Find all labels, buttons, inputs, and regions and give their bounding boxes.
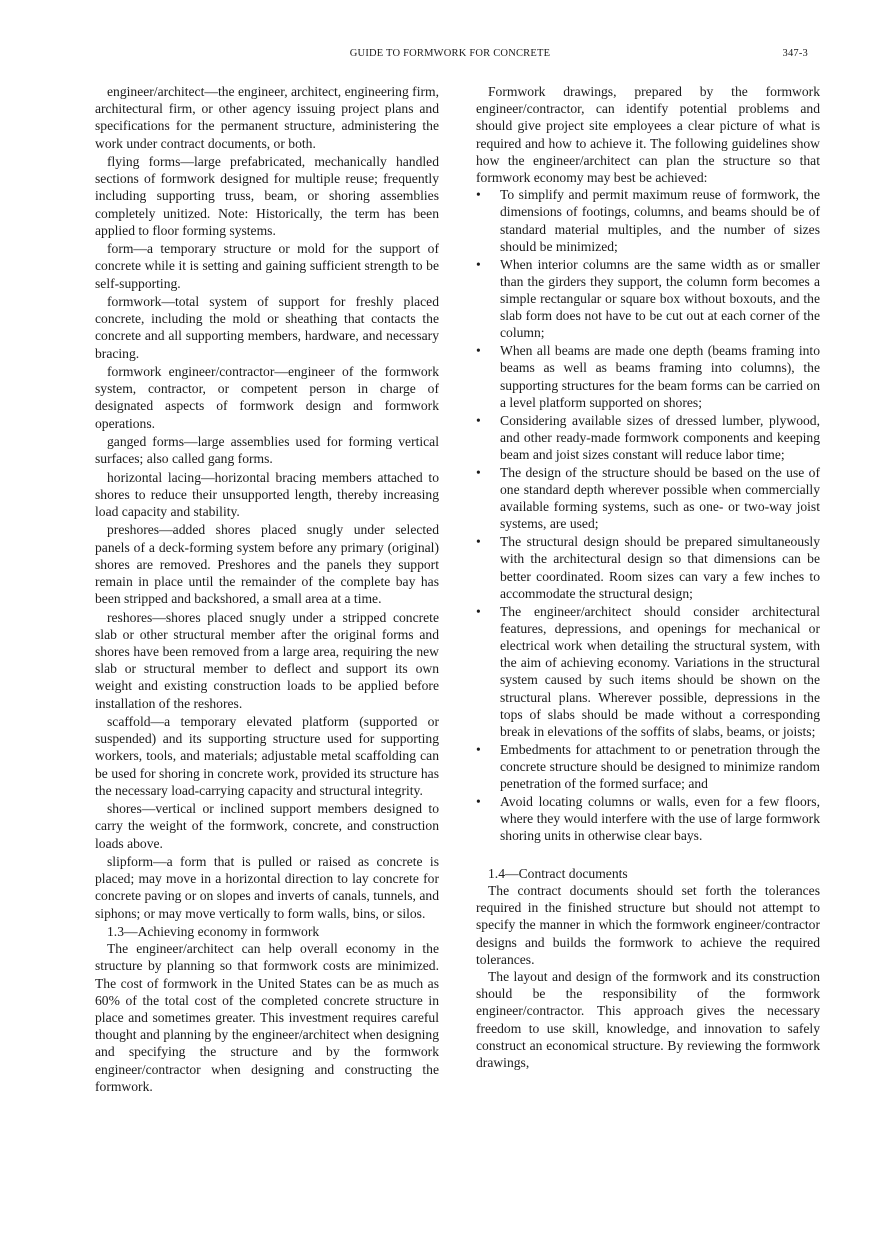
definition-form: form—a temporary structure or mold for the support of concrete while it is setting and gaining sufficient strength to be self-supporting.	[95, 241, 439, 291]
page-header	[0, 48, 880, 64]
section-heading-1-4: 1.4—Contract documents	[488, 865, 628, 881]
list-item-text: The engineer/architect should consider architectural features, depressions, and openings for mechanical or electrical work when detailing the structural system, with the aim of achieving economy. Variations in the structural system caused by such items should be shown on the structural plans. Wherever possible, depressions in the tops of slabs should be made without a corresponding break in elevations of the soffits of slabs, beams, or joists;	[500, 603, 820, 740]
bullet-marker: •	[476, 464, 481, 480]
definition-horizontal-lacing: horizontal lacing—horizontal bracing members attached to shores to reduce their unsupported length, thereby increasing load capacity and stability.	[95, 469, 439, 519]
list-item	[476, 342, 820, 411]
section-1-4-paragraph-2: The layout and design of the formwork and its construction should be the responsibility of the formwork engineer/contractor. This approach gives the necessary freedom to use skill, knowledge, and innovation to safely construct an economical structure. By reviewing the formwork drawings,	[476, 968, 820, 1070]
list-item-text: Avoid locating columns or walls, even for a few floors, where they would interfere with the use of large formwork shoring units in otherwise clear bays.	[500, 794, 820, 844]
bullet-marker: •	[476, 412, 481, 428]
list-item	[476, 741, 820, 793]
list-item-text: When interior columns are the same width as or smaller than the girders they support, the column form becomes a simple rectangular or square box without boxouts, and the slab form does not have to be cut out at each corner of the column;	[500, 256, 820, 341]
definition-reshores: reshores—shores placed snugly under a stripped concrete slab or other structural member after the original forms and shores have been removed from a large area, requiring the new slab or structural member to deflect and support its own weight and existing construction loads to be applied before installation of the reshores.	[95, 609, 439, 711]
list-item	[476, 464, 820, 533]
list-item	[476, 603, 820, 741]
list-item-text: Embedments for attachment to or penetration through the concrete structure should be designed to minimize random penetration of the formed surface; and	[500, 741, 820, 792]
left-column	[95, 83, 439, 1095]
definition-preshores: preshores—added shores placed snugly under selected panels of a deck-forming system before any primary (original) shores are removed. Preshores and the panels they support remain in place until the remainder of the complete bay has been stripped and backshored, a small area at a time.	[95, 522, 439, 607]
bullet-marker: •	[476, 603, 481, 619]
list-item-text: To simplify and permit maximum reuse of formwork, the dimensions of footings, columns, and beams should be of standard material multiples, and the number of sizes should be minimized;	[500, 187, 820, 254]
definition-slipform: slipform—a form that is pulled or raised as concrete is placed; may move in a horizontal direction to lay concrete for concrete paving or on slopes and inverts of canals, tunnels, and siphons; or may move vertically to form walls, bins, or silos.	[95, 854, 439, 921]
definition-formwork: formwork—total system of support for freshly placed concrete, including the mold or sheathing that contacts the concrete and all supporting members, hardware, and necessary bracing.	[95, 294, 439, 361]
guidelines-intro: Formwork drawings, prepared by the formwork engineer/contractor, can identify potential problems and should give project site employees a clear picture of what is required and how to achieve it. The following guidelines show how the engineer/architect can plan the structure so that formwork economy may best be achieved:	[476, 84, 820, 186]
bullet-marker: •	[476, 187, 481, 203]
section-1-3-paragraph: The engineer/architect can help overall economy in the structure by planning so that formwork costs are minimized. The cost of formwork in the United States can be as much as 60% of the total cost of the completed concrete structure in place and sometimes greater. This investment requires careful thought and planning by the engineer/architect when designing and specifying the structure and by the formwork engineer/contractor when designing and constructing the formwork.	[95, 941, 439, 1094]
running-title: GUIDE TO FORMWORK FOR CONCRETE	[349, 48, 551, 59]
section-heading-1-3: 1.3—Achieving economy in formwork	[107, 924, 320, 939]
definition-scaffold: scaffold—a temporary elevated platform (supported or suspended) and its supporting structure used for supporting workers, tools, and materials; adjustable metal scaffolding can be used for shoring in concrete work, provided its structure has the necessary load-carrying capacity and structural integrity.	[95, 714, 439, 798]
list-item	[476, 256, 820, 342]
list-item	[476, 793, 820, 845]
bullet-marker: •	[476, 534, 481, 550]
section-1-4-paragraph-1: The contract documents should set forth the tolerances required in the finished structure but should not attempt to specify the manner in which the formwork engineer/contractor designs and builds the formwork to achieve the required tolerances.	[476, 882, 820, 967]
list-item-text: The structural design should be prepared simultaneously with the architectural design so that dimensions can be better coordinated. Room sizes can vary a few inches to accommodate the structural design;	[500, 534, 820, 601]
definition-flying-forms: flying forms—large prefabricated, mechanically handled sections of formwork designed for multiple reuse; frequently including supporting truss, beam, or shoring assemblies completely unitized. Note: Historically, the term has been applied to floor forming systems.	[95, 154, 439, 238]
guidelines-list	[476, 186, 820, 844]
list-item-text: Considering available sizes of dressed lumber, plywood, and other ready-made formwork components and keeping beam and joist sizes constant will reduce labor time;	[500, 412, 820, 463]
list-item-text: The design of the structure should be based on the use of one standard depth wherever possible when commercially available forming systems, such as one- or two-way joist systems, are used;	[500, 464, 820, 532]
definition-shores: shores—vertical or inclined support members designed to carry the weight of the formwork, concrete, and construction loads above.	[95, 801, 439, 851]
bullet-marker: •	[476, 741, 481, 757]
bullet-marker: •	[476, 794, 481, 810]
definition-ganged-forms: ganged forms—large assemblies used for forming vertical surfaces; also called gang forms.	[95, 434, 439, 467]
page-number: 347-3	[782, 48, 808, 59]
right-column	[476, 83, 820, 1071]
list-item	[476, 412, 820, 464]
definition-engineer-architect: engineer/architect—the engineer, architect, engineering firm, architectural firm, or other agency issuing project plans and specifications for the permanent structure, administering the work under contract documents, or both.	[95, 84, 439, 151]
list-item	[476, 533, 820, 602]
bullet-marker: •	[476, 343, 481, 359]
bullet-marker: •	[476, 256, 481, 272]
definition-formwork-engineer-contractor: formwork engineer/contractor—engineer of the formwork system, contractor, or competent person in charge of designated aspects of formwork design and formwork operations.	[95, 364, 439, 431]
list-item	[476, 186, 820, 255]
list-item-text: When all beams are made one depth (beams framing into beams as well as beams framing into columns), the supporting structures for the beam forms can be carried on a level platform supported on shores;	[500, 343, 820, 410]
